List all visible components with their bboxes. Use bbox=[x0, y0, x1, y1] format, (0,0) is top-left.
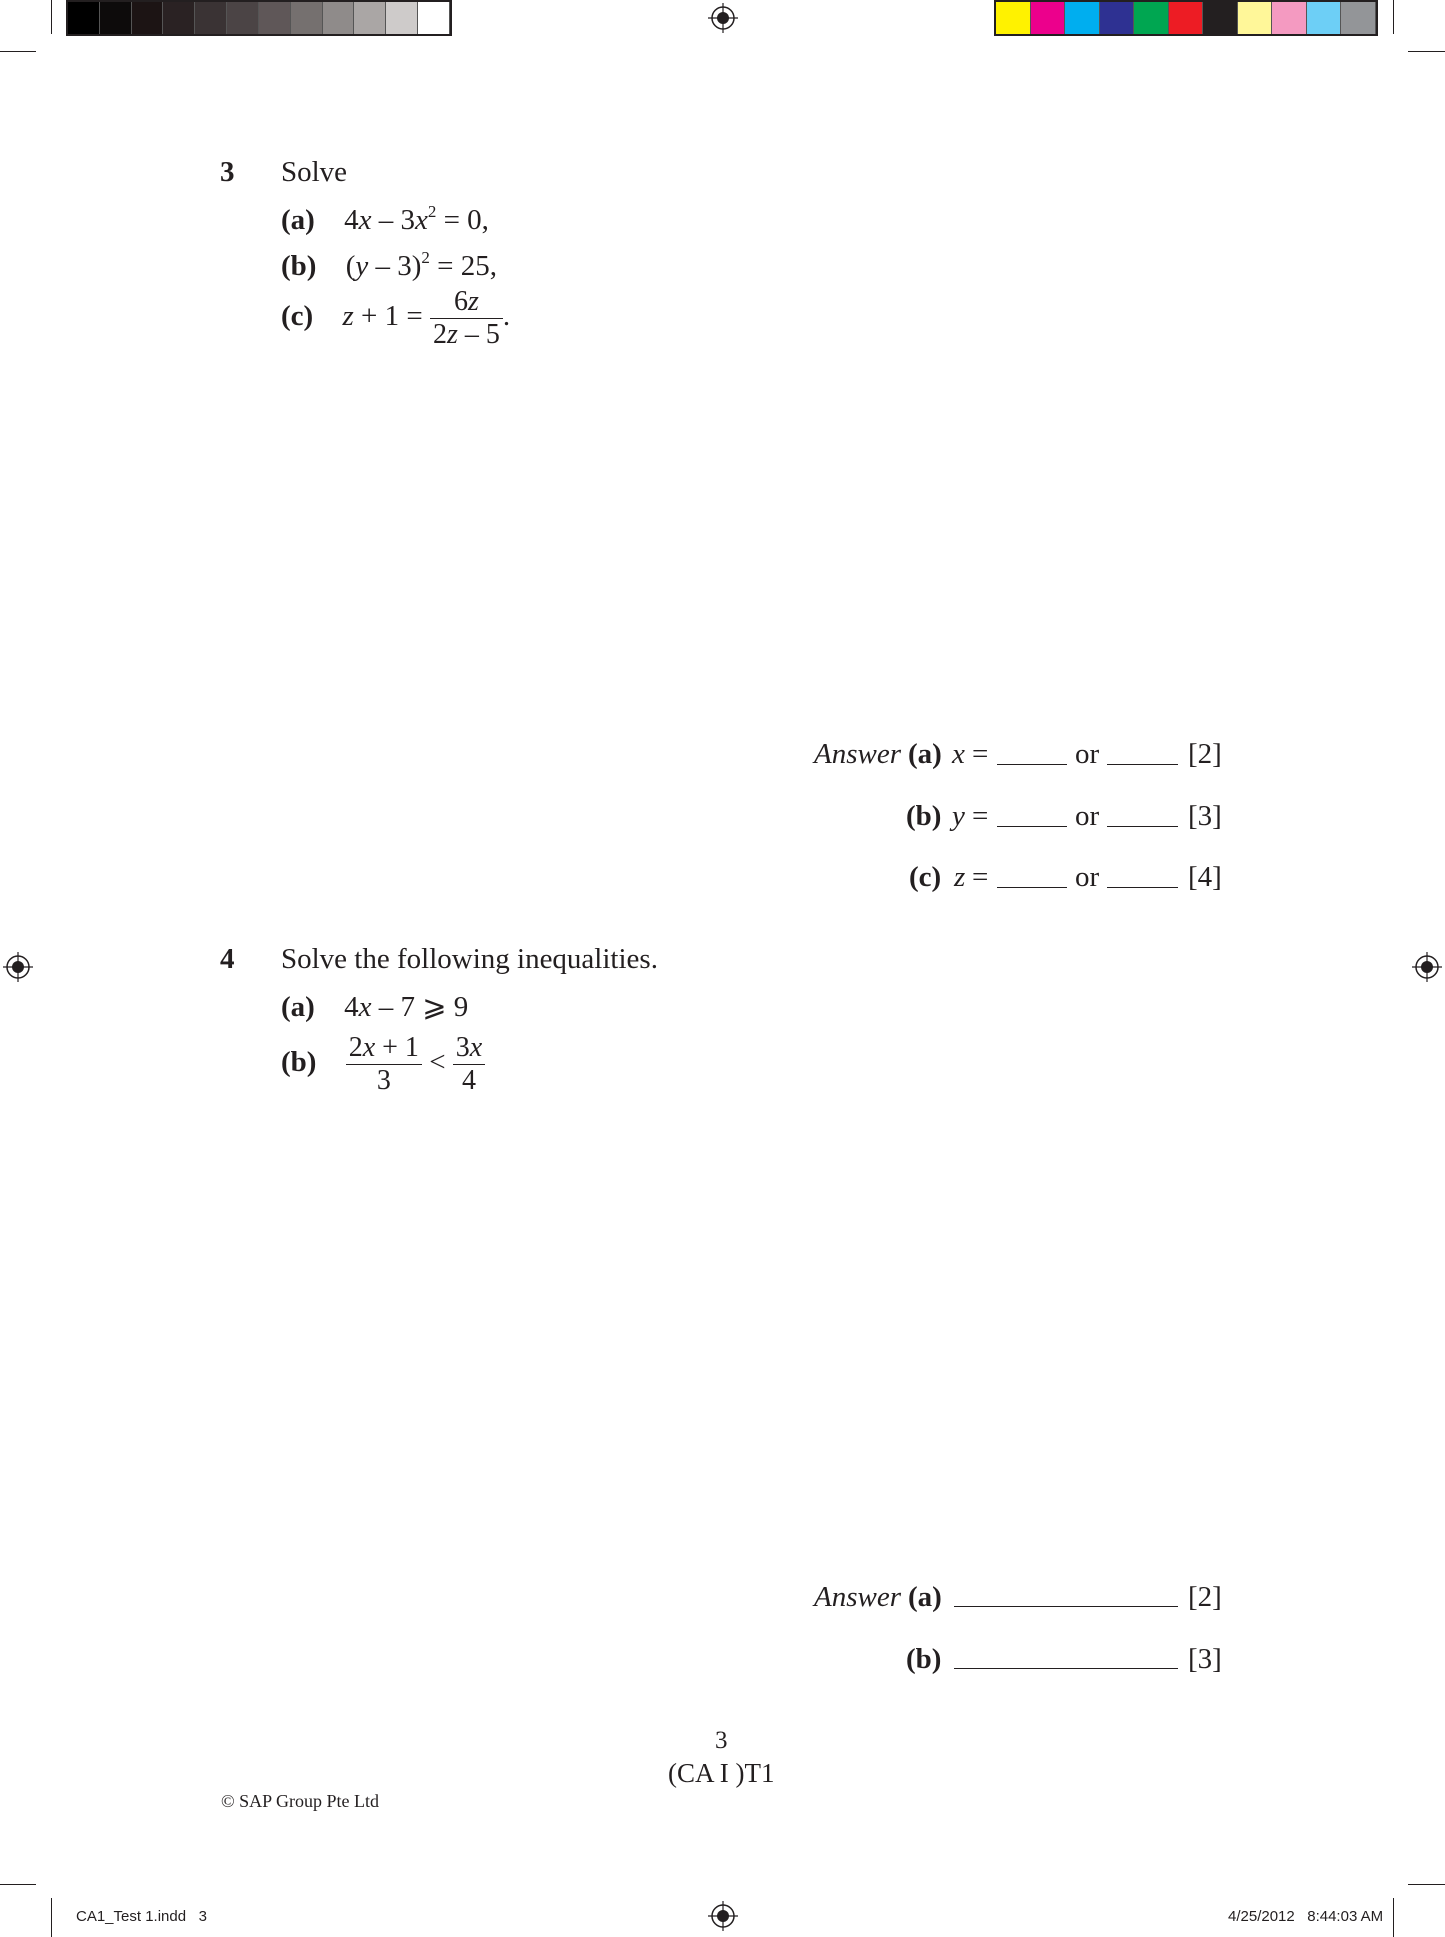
answer-3c-blank-2[interactable] bbox=[1107, 887, 1178, 888]
answer-3b-label: (b) bbox=[906, 800, 942, 832]
registration-mark-icon bbox=[1412, 952, 1442, 982]
equation: (y – 3)$^2$ = 25, bbox=[345, 248, 498, 282]
crop-mark bbox=[51, 0, 52, 34]
answer-3b-equals: = bbox=[972, 800, 989, 832]
question-3-prompt: Solve bbox=[281, 156, 348, 188]
answer-3a-blank-2[interactable] bbox=[1107, 764, 1178, 765]
inequality: 4x – 7 ⩾ 9 bbox=[344, 991, 469, 1023]
crop-mark bbox=[51, 1898, 52, 1937]
answer-3c-or: or bbox=[1075, 861, 1100, 893]
answer-3c-marks: [4] bbox=[1188, 861, 1222, 893]
question-4b bbox=[281, 1034, 485, 1095]
answer-4a-blank[interactable] bbox=[954, 1606, 1178, 1607]
crop-mark bbox=[1408, 51, 1445, 52]
color-swatch bbox=[996, 2, 1031, 34]
copyright: © SAP Group Pte Ltd bbox=[221, 1791, 380, 1811]
color-swatch bbox=[1341, 2, 1376, 34]
timestamp: 4/25/2012 8:44:03 AM bbox=[1228, 1908, 1384, 1925]
denominator: 3 bbox=[376, 1065, 391, 1096]
answer-3c-label: (c) bbox=[909, 861, 942, 893]
answer-3b-blank-2[interactable] bbox=[1107, 826, 1178, 827]
answer-3c-variable: z bbox=[954, 861, 966, 893]
color-swatch bbox=[100, 2, 132, 34]
answer-4b-marks: [3] bbox=[1188, 1643, 1222, 1675]
color-swatch bbox=[1238, 2, 1273, 34]
color-swatch bbox=[1134, 2, 1169, 34]
answer-3b-blank-1[interactable] bbox=[997, 826, 1067, 827]
color-swatch bbox=[68, 2, 100, 34]
color-swatch bbox=[354, 2, 386, 34]
part-label: (b) bbox=[281, 1046, 317, 1079]
denominator: 4 bbox=[462, 1065, 477, 1096]
color-swatch bbox=[386, 2, 418, 34]
answer-3a-equals: = bbox=[972, 738, 989, 770]
denominator: 2z – 5 bbox=[432, 319, 500, 350]
part-label: (a) bbox=[281, 204, 315, 236]
color-swatch bbox=[227, 2, 259, 34]
answer-4b-label: (b) bbox=[906, 1643, 942, 1675]
fraction-right bbox=[453, 1034, 485, 1095]
answer-4a-marks: [2] bbox=[1188, 1581, 1222, 1613]
part-label: (b) bbox=[281, 250, 317, 282]
color-swatch bbox=[291, 2, 323, 34]
answer-3a-marks: [2] bbox=[1188, 738, 1222, 770]
answer-3a-variable: x bbox=[952, 738, 965, 770]
numerator: 3x bbox=[453, 1034, 485, 1065]
question-4-prompt: Solve the following inequalities. bbox=[281, 943, 658, 975]
numerator: 6z bbox=[430, 288, 503, 319]
answer-4b-blank[interactable] bbox=[954, 1668, 1178, 1669]
answer-3b-marks: [3] bbox=[1188, 800, 1222, 832]
answer-3b-or: or bbox=[1075, 800, 1100, 832]
color-swatch bbox=[1100, 2, 1135, 34]
color-swatch bbox=[132, 2, 164, 34]
question-4a bbox=[281, 989, 468, 1024]
process-color-bar bbox=[994, 0, 1378, 36]
question-3c bbox=[281, 288, 510, 349]
numerator: 2x + 1 bbox=[346, 1034, 422, 1065]
answer-3b-variable: y bbox=[952, 800, 965, 832]
color-swatch bbox=[323, 2, 355, 34]
answer-3a-blank-1[interactable] bbox=[997, 764, 1067, 765]
crop-mark bbox=[1393, 1898, 1394, 1937]
paper-code: (CA I )T1 bbox=[668, 1758, 775, 1788]
color-swatch bbox=[1169, 2, 1204, 34]
inequality-operator: < bbox=[429, 1046, 446, 1079]
file-name: CA1_Test 1.indd 3 bbox=[76, 1908, 207, 1925]
crop-mark bbox=[0, 1884, 36, 1885]
question-4-number: 4 bbox=[220, 943, 235, 975]
answer-3a-label: (a) bbox=[908, 738, 942, 770]
color-swatch bbox=[1272, 2, 1307, 34]
equation-lhs: z + 1 = bbox=[342, 300, 423, 333]
answer-3a-or: or bbox=[1075, 738, 1100, 770]
answer-word: Answer bbox=[814, 738, 901, 770]
part-label: (c) bbox=[281, 300, 314, 333]
crop-mark bbox=[1393, 0, 1394, 34]
color-swatch bbox=[1031, 2, 1066, 34]
period: . bbox=[502, 300, 511, 333]
color-swatch bbox=[1065, 2, 1100, 34]
color-swatch bbox=[195, 2, 227, 34]
color-swatch bbox=[259, 2, 291, 34]
question-3b bbox=[281, 248, 497, 283]
answer-3c-blank-1[interactable] bbox=[997, 887, 1067, 888]
fraction bbox=[430, 288, 503, 349]
fraction-left bbox=[346, 1034, 422, 1095]
registration-mark-icon bbox=[3, 952, 33, 982]
equation: $4x - 3x^2 = 0$, bbox=[344, 202, 489, 236]
registration-mark-icon bbox=[708, 3, 738, 33]
registration-mark-icon bbox=[708, 1901, 738, 1931]
page-number: 3 bbox=[715, 1727, 728, 1754]
crop-mark bbox=[1408, 1884, 1445, 1885]
grayscale-color-bar bbox=[66, 0, 452, 36]
answer-4a-label: (a) bbox=[908, 1581, 942, 1613]
color-swatch bbox=[418, 2, 450, 34]
part-label: (a) bbox=[281, 991, 315, 1023]
question-3-number: 3 bbox=[220, 156, 235, 188]
answer-word: Answer bbox=[814, 1581, 901, 1613]
color-swatch bbox=[1307, 2, 1342, 34]
crop-mark bbox=[0, 51, 36, 52]
color-swatch bbox=[163, 2, 195, 34]
question-3a bbox=[281, 202, 489, 237]
color-swatch bbox=[1203, 2, 1238, 34]
answer-3c-equals: = bbox=[972, 861, 989, 893]
